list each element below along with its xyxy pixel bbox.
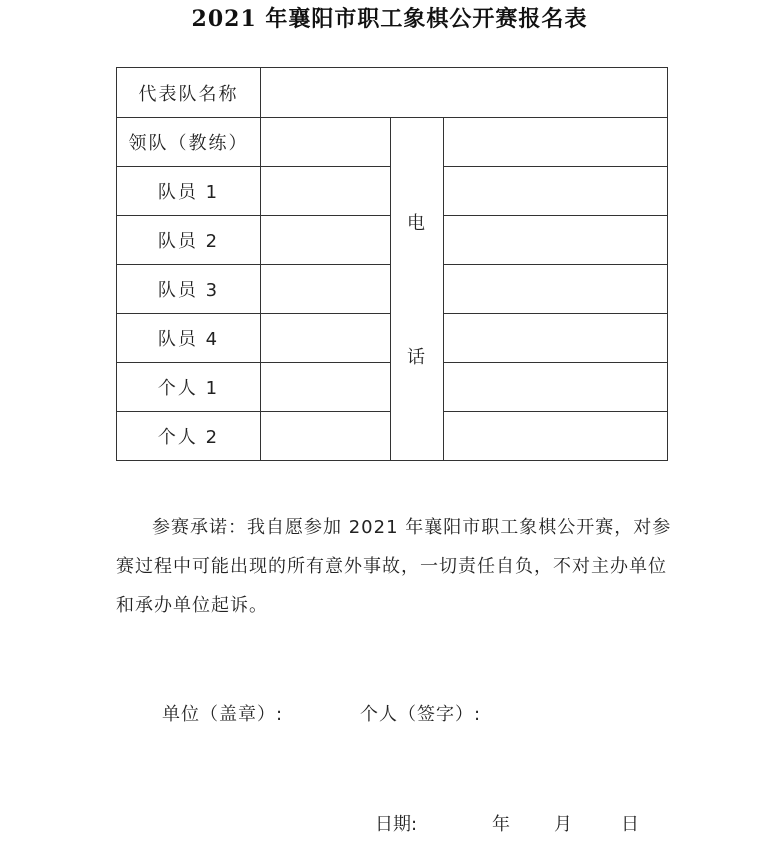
team-name-row [117,68,668,118]
date-label: 日期: [375,814,418,835]
individual-1-name-field[interactable] [261,363,391,412]
individual-2-label: 个人 2 [117,412,261,461]
member-3-name-field[interactable] [261,265,391,314]
leader-label: 领队（教练） [117,118,261,167]
member-4-name-field[interactable] [261,314,391,363]
phone-label [391,118,444,461]
individual-1-phone-field[interactable] [444,363,668,412]
date-month: 月 [554,814,572,835]
member-1-name-field[interactable] [261,167,391,216]
member-4-phone-field[interactable] [444,314,668,363]
leader-name-field[interactable] [261,118,391,167]
member-3-label: 队员 3 [117,265,261,314]
registration-table [116,67,668,461]
member-1-label: 队员 1 [117,167,261,216]
individual-2-name-field[interactable] [261,412,391,461]
leader-row [117,118,668,167]
phone-label-char-1: 电 [407,213,427,234]
member-2-phone-field[interactable] [444,216,668,265]
date-day: 日 [621,814,639,835]
personal-signature-label: 个人（签字）: [360,704,482,725]
member-3-phone-field[interactable] [444,265,668,314]
individual-2-phone-field[interactable] [444,412,668,461]
member-2-label: 队员 2 [117,216,261,265]
team-name-field[interactable] [261,68,668,118]
participation-pledge: 参赛承诺：我自愿参加 2021 年襄阳市职工象棋公开赛，对参赛过程中可能出现的所有意外事故，一切责任自负，不对主办单位和承办单位起诉。 [116,517,672,616]
member-4-label: 队员 4 [117,314,261,363]
leader-phone-field[interactable] [444,118,668,167]
member-1-phone-field[interactable] [444,167,668,216]
unit-stamp-label: 单位（盖章）: [162,704,284,725]
form-title: 2021 年襄阳市职工象棋公开赛报名表 [191,6,588,32]
phone-label-char-2: 话 [407,347,427,368]
team-name-label: 代表队名称 [117,68,261,118]
individual-1-label: 个人 1 [117,363,261,412]
member-2-name-field[interactable] [261,216,391,265]
date-year: 年 [492,814,510,835]
